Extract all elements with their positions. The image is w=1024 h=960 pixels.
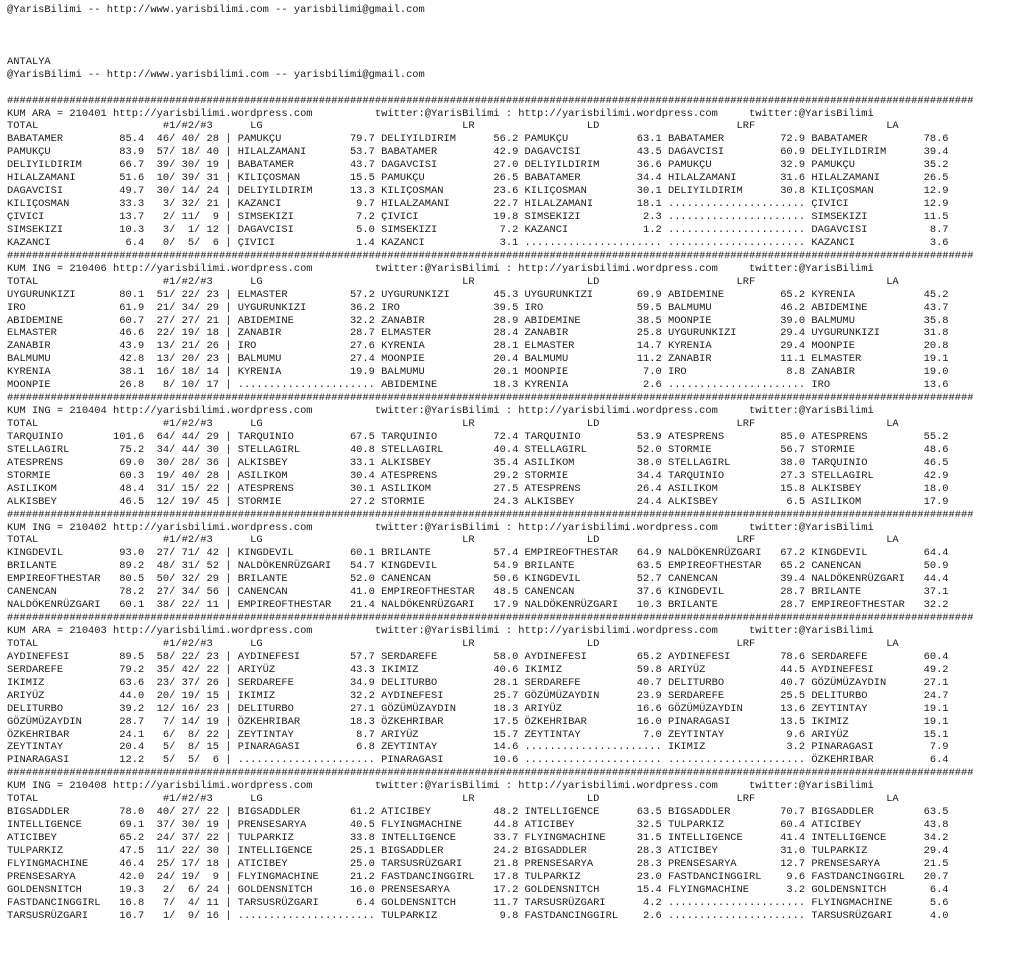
column-header-row: TOTAL #1/#2/#3 LG LR LD LRF LA (7, 793, 899, 806)
horse-row: FASTDANCINGGIRL 16.8 7/ 4/ 11 | TARSUSRÜZGARI 6.4 GOLDENSNITCH 11.7 TARSUSRÜZGARI 4.2 ...................... FLYINGMACHINE 5.6 (7, 896, 949, 909)
horse-row: DELITURBO 39.2 12/ 16/ 23 | DELITURBO 27.1 GÖZÜMÜZAYDIN 18.3 ARIYÜZ 16.6 GÖZÜMÜZAYDIN 13.6 ZEYTINTAY 19.1 (7, 702, 949, 715)
horse-row: UYGURUNKIZI 80.1 51/ 22/ 23 | ELMASTER 57.2 UYGURUNKIZI 45.3 UYGURUNKIZI 69.9 ABIDEMINE 65.2 KYRENIA 45.2 (7, 288, 949, 301)
city-title: ANTALYA (7, 55, 51, 68)
race-header: KUM ING = 210408 http://yarisbilimi.wordpress.com twitter:@YarisBilimi : http://yarisbilimi.wordpress.com twitter:@YarisBilimi (7, 780, 874, 793)
race-header: KUM ING = 210404 http://yarisbilimi.wordpress.com twitter:@YarisBilimi : http://yarisbilimi.wordpress.com twitter:@YarisBilimi (7, 405, 874, 418)
horse-row: ÇIVICI 13.7 2/ 11/ 9 | SIMSEKIZI 7.2 ÇIVICI 19.8 SIMSEKIZI 2.3 ...................... SIMSEKIZI 11.5 (7, 211, 949, 223)
horse-row: BIGSADDLER 78.0 40/ 27/ 22 | BIGSADDLER 61.2 ATICIBEY 48.2 INTELLIGENCE 63.5 BIGSADDLER 70.7 BIGSADDLER 63.5 (7, 806, 949, 819)
horse-row: PINARAGASI 12.2 5/ 5/ 6 | ...................... PINARAGASI 10.6 ...................... ...................... ÖZKEHRIBAR 6.4 (7, 754, 949, 767)
column-header-row: TOTAL #1/#2/#3 LG LR LD LRF LA (7, 120, 899, 133)
horse-row: PAMUKÇU 83.9 57/ 18/ 40 | HILALZAMANI 53.7 BABATAMER 42.9 DAGAVCISI 43.5 DAGAVCISI 60.9 DELIYILDIRIM 39.4 (7, 146, 949, 159)
horse-row: ALKISBEY 46.5 12/ 19/ 45 | STORMIE 27.2 STORMIE 24.3 ALKISBEY 24.4 ALKISBEY 6.5 ASILIKOM 17.9 (7, 495, 949, 508)
column-header-row: TOTAL #1/#2/#3 LG LR LD LRF LA (7, 418, 899, 430)
horse-row: ASILIKOM 48.4 31/ 15/ 22 | ATESPRENS 30.1 ASILIKOM 27.5 ATESPRENS 26.4 ASILIKOM 15.8 ALKISBEY 18.0 (7, 482, 949, 495)
horse-row: TARQUINIO 101.6 64/ 44/ 29 | TARQUINIO 67.5 TARQUINIO 72.4 TARQUINIO 53.9 ATESPRENS 85.0 ATESPRENS 55.2 (7, 430, 949, 443)
race-sections (7, 95, 1024, 923)
horse-row: ATESPRENS 69.0 30/ 28/ 36 | ALKISBEY 33.1 ALKISBEY 35.4 ASILIKOM 38.0 STELLAGIRL 38.0 TARQUINIO 46.5 (7, 456, 949, 469)
horse-row: ÖZKEHRIBAR 24.1 6/ 8/ 22 | ZEYTINTAY 8.7 ARIYÜZ 15.7 ZEYTINTAY 7.0 ZEYTINTAY 9.6 ARIYÜZ 15.1 (7, 728, 949, 741)
blank-line (7, 17, 1024, 30)
horse-row: ZANABIR 43.9 13/ 21/ 26 | IRO 27.6 KYRENIA 28.1 ELMASTER 14.7 KYRENIA 29.4 MOONPIE 20.8 (7, 340, 949, 353)
horse-row: BALMUMU 42.8 13/ 20/ 23 | BALMUMU 27.4 MOONPIE 20.4 BALMUMU 11.2 ZANABIR 11.1 ELMASTER 19.1 (7, 353, 949, 366)
horse-row: ARIYÜZ 44.0 20/ 19/ 15 | IKIMIZ 32.2 AYDINEFESI 25.7 GÖZÜMÜZAYDIN 23.9 SERDAREFE 25.5 DELITURBO 24.7 (7, 689, 949, 702)
blank-line (7, 30, 1024, 43)
horse-row: DAGAVCISI 49.7 30/ 14/ 24 | DELIYILDIRIM 13.3 KILIÇOSMAN 23.6 KILIÇOSMAN 30.1 DELIYILDIRIM 30.8 KILIÇOSMAN 12.9 (7, 185, 949, 198)
horse-row: MOONPIE 26.8 8/ 10/ 17 | ...................... ABIDEMINE 18.3 KYRENIA 2.6 ...................... IRO 13.6 (7, 379, 949, 392)
horse-row: INTELLIGENCE 69.1 37/ 30/ 19 | PRENSESARYA 40.5 FLYINGMACHINE 44.8 ATICIBEY 32.5 TULPARKIZ 60.4 ATICIBEY 43.8 (7, 819, 949, 832)
separator-line: ########################################################################################################################################################### (7, 392, 974, 405)
column-header-row: TOTAL #1/#2/#3 LG LR LD LRF LA (7, 275, 899, 288)
horse-row: KAZANCI 6.4 0/ 5/ 6 | ÇIVICI 1.4 KAZANCI 3.1 ...................... ...................... KAZANCI 3.6 (7, 236, 949, 249)
horse-row: KILIÇOSMAN 33.3 3/ 32/ 21 | KAZANCI 9.7 HILALZAMANI 22.7 HILALZAMANI 18.1 ...................... ÇIVICI 12.9 (7, 198, 949, 211)
horse-row: TULPARKIZ 47.5 11/ 22/ 30 | INTELLIGENCE 25.1 BIGSADDLER 24.2 BIGSADDLER 28.3 ATICIBEY 31.0 TULPARKIZ 29.4 (7, 844, 949, 857)
horse-row: PRENSESARYA 42.0 24/ 19/ 9 | FLYINGMACHINE 21.2 FASTDANCINGGIRL 17.8 TULPARKIZ 23.0 FASTDANCINGGIRL 9.6 FASTDANCINGGIRL 20.7 (7, 870, 949, 883)
race-header: KUM ARA = 210401 http://yarisbilimi.wordpress.com twitter:@YarisBilimi : http://yarisbilimi.wordpress.com twitter:@YarisBilimi (7, 107, 874, 120)
separator-line: ########################################################################################################################################################### (7, 94, 974, 107)
blank-line (7, 82, 1024, 95)
horse-row: BABATAMER 85.4 46/ 40/ 28 | PAMUKÇU 79.7 DELIYILDIRIM 56.2 PAMUKÇU 63.1 BABATAMER 72.9 BABATAMER 78.6 (7, 133, 949, 146)
horse-row: BRILANTE 89.2 48/ 31/ 52 | NALDÖKENRÜZGARI 54.7 KINGDEVIL 54.9 BRILANTE 63.5 EMPIREOFTHESTAR 65.2 CANENCAN 50.9 (7, 560, 949, 573)
separator-line: ########################################################################################################################################################### (7, 612, 974, 625)
horse-row: STELLAGIRL 75.2 34/ 44/ 30 | STELLAGIRL 40.8 STELLAGIRL 40.4 STELLAGIRL 52.0 STORMIE 56.7 STORMIE 48.6 (7, 443, 949, 456)
horse-row: ATICIBEY 65.2 24/ 37/ 22 | TULPARKIZ 33.8 INTELLIGENCE 33.7 FLYINGMACHINE 31.5 INTELLIGENCE 41.4 INTELLIGENCE 34.2 (7, 832, 949, 844)
horse-row: GÖZÜMÜZAYDIN 28.7 7/ 14/ 19 | ÖZKEHRIBAR 18.3 ÖZKEHRIBAR 17.5 ÖZKEHRIBAR 16.0 PINARAGASI 13.5 IKIMIZ 19.1 (7, 715, 949, 728)
horse-row: ELMASTER 46.6 22/ 19/ 18 | ZANABIR 28.7 ELMASTER 28.4 ZANABIR 25.8 UYGURUNKIZI 29.4 UYGURUNKIZI 31.8 (7, 327, 949, 340)
horse-row: SERDAREFE 79.2 35/ 42/ 22 | ARIYÜZ 43.3 IKIMIZ 40.6 IKIMIZ 59.8 ARIYÜZ 44.5 AYDINEFESI 49.2 (7, 663, 949, 676)
horse-row: EMPIREOFTHESTAR 80.5 50/ 32/ 29 | BRILANTE 52.0 CANENCAN 50.6 KINGDEVIL 52.7 CANENCAN 39.4 NALDÖKENRÜZGARI 44.4 (7, 573, 949, 586)
horse-row: GOLDENSNITCH 19.3 2/ 6/ 24 | GOLDENSNITCH 16.0 PRENSESARYA 17.2 GOLDENSNITCH 15.4 FLYINGMACHINE 3.2 GOLDENSNITCH 6.4 (7, 883, 949, 896)
horse-row: DELIYILDIRIM 66.7 39/ 30/ 19 | BABATAMER 43.7 DAGAVCISI 27.0 DELIYILDIRIM 36.6 PAMUKÇU 32.9 PAMUKÇU 35.2 (7, 159, 949, 172)
blank-line (7, 43, 1024, 56)
race-header: KUM ARA = 210403 http://yarisbilimi.wordpress.com twitter:@YarisBilimi : http://yarisbilimi.wordpress.com twitter:@YarisBilimi (7, 625, 874, 637)
horse-row: KYRENIA 38.1 16/ 18/ 14 | KYRENIA 19.9 BALMUMU 20.1 MOONPIE 7.0 IRO 8.8 ZANABIR 19.0 (7, 366, 949, 379)
race-header: KUM ING = 210406 http://yarisbilimi.wordpress.com twitter:@YarisBilimi : http://yarisbilimi.wordpress.com twitter:@YarisBilimi (7, 262, 874, 275)
horse-row: IRO 61.9 21/ 34/ 29 | UYGURUNKIZI 36.2 IRO 39.5 IRO 59.5 BALMUMU 46.2 ABIDEMINE 43.7 (7, 301, 949, 314)
race-header: KUM ING = 210402 http://yarisbilimi.wordpress.com twitter:@YarisBilimi : http://yarisbilimi.wordpress.com twitter:@YarisBilimi (7, 521, 874, 534)
horse-row: NALDÖKENRÜZGARI 60.1 38/ 22/ 11 | EMPIREOFTHESTAR 21.4 NALDÖKENRÜZGARI 17.9 NALDÖKENRÜZGARI 10.3 BRILANTE 28.7 EMPIREOFTHESTAR 32.2 (7, 599, 949, 612)
horse-row: TARSUSRÜZGARI 16.7 1/ 9/ 16 | ...................... TULPARKIZ 9.8 FASTDANCINGGIRL 2.6 ...................... TARSUSRÜZGARI 4.0 (7, 909, 949, 922)
horse-row: KINGDEVIL 93.0 27/ 71/ 42 | KINGDEVIL 60.1 BRILANTE 57.4 EMPIREOFTHESTAR 64.9 NALDÖKENRÜZGARI 67.2 KINGDEVIL 64.4 (7, 547, 949, 560)
horse-row: ZEYTINTAY 20.4 5/ 8/ 15 | PINARAGASI 6.8 ZEYTINTAY 14.6 ...................... IKIMIZ 3.2 PINARAGASI 7.9 (7, 741, 949, 754)
horse-row: IKIMIZ 63.6 23/ 37/ 26 | SERDAREFE 34.9 DELITURBO 28.1 SERDAREFE 40.7 DELITURBO 40.7 GÖZÜMÜZAYDIN 27.1 (7, 676, 949, 689)
separator-line: ########################################################################################################################################################### (7, 249, 974, 262)
horse-row: STORMIE 60.3 19/ 40/ 28 | ASILIKOM 30.4 ATESPRENS 29.2 STORMIE 34.4 TARQUINIO 27.3 STELLAGIRL 42.9 (7, 469, 949, 482)
column-header-row: TOTAL #1/#2/#3 LG LR LD LRF LA (7, 534, 899, 547)
separator-line: ########################################################################################################################################################### (7, 508, 974, 521)
credit-line-top: @YarisBilimi -- http://www.yarisbilimi.com -- yarisbilimi@gmail.com (7, 4, 425, 16)
column-header-row: TOTAL #1/#2/#3 LG LR LD LRF LA (7, 637, 899, 650)
credit-line: @YarisBilimi -- http://www.yarisbilimi.com -- yarisbilimi@gmail.com (7, 68, 425, 81)
horse-row: HILALZAMANI 51.6 10/ 39/ 31 | KILIÇOSMAN 15.5 PAMUKÇU 26.5 BABATAMER 34.4 HILALZAMANI 31.6 HILALZAMANI 26.5 (7, 172, 949, 185)
horse-row: ABIDEMINE 60.7 27/ 27/ 21 | ABIDEMINE 32.2 ZANABIR 28.9 ABIDEMINE 38.5 MOONPIE 39.0 BALMUMU 35.8 (7, 314, 949, 327)
horse-row: AYDINEFESI 89.5 58/ 22/ 23 | AYDINEFESI 57.7 SERDAREFE 58.0 AYDINEFESI 65.2 AYDINEFESI 78.6 SERDAREFE 60.4 (7, 650, 949, 663)
horse-row: SIMSEKIZI 10.3 3/ 1/ 12 | DAGAVCISI 5.0 SIMSEKIZI 7.2 KAZANCI 1.2 ...................... DAGAVCISI 8.7 (7, 223, 949, 236)
horse-row: CANENCAN 78.2 27/ 34/ 56 | CANENCAN 41.0 EMPIREOFTHESTAR 48.5 CANENCAN 37.6 KINGDEVIL 28.7 BRILANTE 37.1 (7, 586, 949, 599)
separator-line: ########################################################################################################################################################### (7, 767, 974, 780)
horse-row: FLYINGMACHINE 46.4 25/ 17/ 18 | ATICIBEY 25.0 TARSUSRÜZGARI 21.8 PRENSESARYA 28.3 PRENSESARYA 12.7 PRENSESARYA 21.5 (7, 857, 949, 870)
